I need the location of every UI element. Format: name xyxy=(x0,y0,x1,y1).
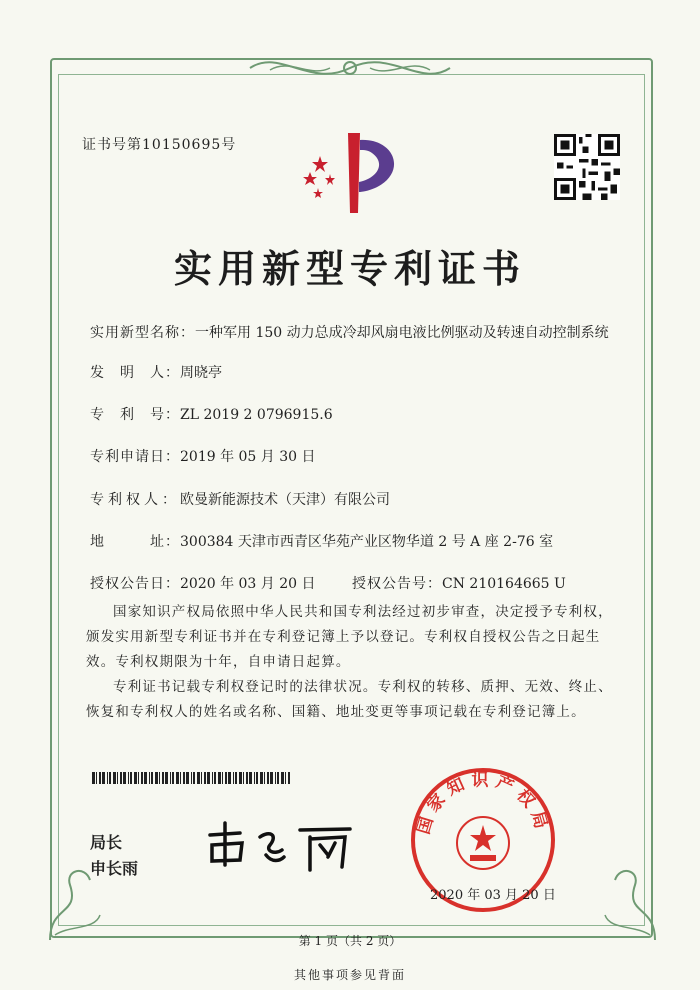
page-number: 第 1 页（共 2 页） xyxy=(298,934,402,948)
barcode-bar xyxy=(144,772,147,784)
barcode-bar xyxy=(285,772,286,784)
barcode-bar xyxy=(270,772,273,784)
field-value: 300384 天津市西青区华苑产业区物华道 2 号 A 座 2-76 室 xyxy=(180,534,554,550)
barcode-bar xyxy=(134,772,137,784)
barcode-bar xyxy=(170,772,171,784)
barcode-bar xyxy=(233,772,234,784)
barcode-bar xyxy=(204,772,206,784)
director-name: 申长雨 xyxy=(90,859,139,878)
field-inventor xyxy=(90,362,222,382)
barcode-bar xyxy=(96,772,97,784)
qr-code-icon xyxy=(554,134,620,200)
field-grant-date xyxy=(90,573,316,593)
director-signature-icon xyxy=(200,815,360,875)
barcode-bar xyxy=(165,772,168,784)
barcode-bar xyxy=(218,772,221,784)
barcode-bar xyxy=(264,772,265,784)
field-label: 授权公告号： xyxy=(352,576,442,592)
barcode-bar xyxy=(214,772,216,784)
barcode-bar xyxy=(117,772,118,784)
field-grant-number xyxy=(352,573,566,593)
barcode-bar xyxy=(172,772,174,784)
body-paragraph-2: 专利证书记载专利权登记时的法律状况。专利权的转移、质押、无效、终止、恢复和专利权人的姓名或名称、国籍、地址变更等事项记载在专利登记簿上。 xyxy=(86,679,613,720)
barcode-bar xyxy=(191,772,192,784)
seal-date: 2020 年 03 月 20 日 xyxy=(430,888,556,903)
barcode-bar xyxy=(176,772,179,784)
field-label: 地 址： xyxy=(90,534,180,550)
barcode-bar xyxy=(120,772,122,784)
barcode-bar xyxy=(228,772,231,784)
director-title: 局长 xyxy=(90,833,123,852)
barcode-bar xyxy=(149,772,150,784)
barcode-bar xyxy=(243,772,244,784)
field-address xyxy=(90,531,553,551)
barcode-bar xyxy=(197,772,200,784)
barcode-bar xyxy=(235,772,237,784)
barcode-bar xyxy=(102,772,105,784)
barcode-bar xyxy=(281,772,284,784)
field-label: 发 明 人： xyxy=(90,365,180,381)
field-label: 实用新型名称： xyxy=(90,325,195,341)
field-value: ZL 2019 2 0796915.6 xyxy=(180,407,333,423)
field-value: 一种军用 150 动力总成冷却风扇电液比例驱动及转速自动控制系统 xyxy=(195,325,609,341)
barcode-bar xyxy=(256,772,258,784)
field-value: 2019 年 05 月 30 日 xyxy=(180,449,316,465)
field-patent-number xyxy=(90,404,333,424)
barcode-bar xyxy=(275,772,276,784)
barcode-bar xyxy=(155,772,158,784)
barcode-bar xyxy=(277,772,279,784)
barcode-bar xyxy=(92,772,95,784)
field-label: 授权公告日： xyxy=(90,576,180,592)
barcode-bar xyxy=(212,772,213,784)
body-paragraph-1: 国家知识产权局依照中华人民共和国专利法经过初步审查，决定授予专利权，颁发实用新型专利证书并在专利登记簿上予以登记。专利权自授权公告之日起生效。专利权期限为十年，自申请日起算。 xyxy=(86,604,613,670)
barcode-bar xyxy=(138,772,139,784)
barcode-bar xyxy=(162,772,164,784)
barcode-bar xyxy=(186,772,189,784)
field-value: 欧曼新能源技术（天津）有限公司 xyxy=(180,492,390,508)
field-value: 2020 年 03 月 20 日 xyxy=(180,576,316,592)
barcode-bar xyxy=(128,772,129,784)
barcode-bar xyxy=(193,772,195,784)
barcode-bar xyxy=(207,772,210,784)
barcode-bar xyxy=(99,772,101,784)
barcode-bar xyxy=(113,772,116,784)
barcode-bar xyxy=(201,772,202,784)
barcode-bar xyxy=(225,772,227,784)
seal-text: 国家知识产权局 xyxy=(413,770,553,837)
field-patentee xyxy=(90,489,390,509)
barcode-bar xyxy=(107,772,108,784)
barcode-bar xyxy=(109,772,111,784)
field-value: CN 210164665 U xyxy=(442,576,566,592)
barcode-bar xyxy=(239,772,242,784)
certificate-number: 证书号第10150695号 xyxy=(82,137,237,153)
top-ornament-icon xyxy=(240,48,460,88)
barcode-bar xyxy=(249,772,252,784)
field-utility-name xyxy=(90,322,609,342)
footer-note: 其他事项参见背面 xyxy=(293,968,406,982)
barcode-bar xyxy=(254,772,255,784)
barcode-bar xyxy=(288,772,290,784)
barcode-bar xyxy=(159,772,160,784)
barcode-bar xyxy=(130,772,132,784)
certificate-body xyxy=(86,600,626,725)
certificate-title: 实用新型专利证书 xyxy=(173,246,526,291)
field-filing-date xyxy=(90,446,316,466)
barcode-bar xyxy=(267,772,269,784)
field-label: 专利权人： xyxy=(90,492,180,508)
barcode-bar xyxy=(123,772,126,784)
barcode-bar xyxy=(151,772,153,784)
barcode-bar xyxy=(141,772,143,784)
barcode-bar xyxy=(183,772,185,784)
field-label: 专利申请日： xyxy=(90,449,180,465)
barcode-bar xyxy=(222,772,223,784)
barcode-bar xyxy=(260,772,263,784)
barcode-bar xyxy=(180,772,181,784)
field-value: 周晓亭 xyxy=(180,365,222,381)
barcode-bar xyxy=(246,772,248,784)
patent-office-logo-icon xyxy=(290,128,410,218)
barcode-icon xyxy=(92,772,292,784)
field-label: 专 利 号： xyxy=(90,407,180,423)
